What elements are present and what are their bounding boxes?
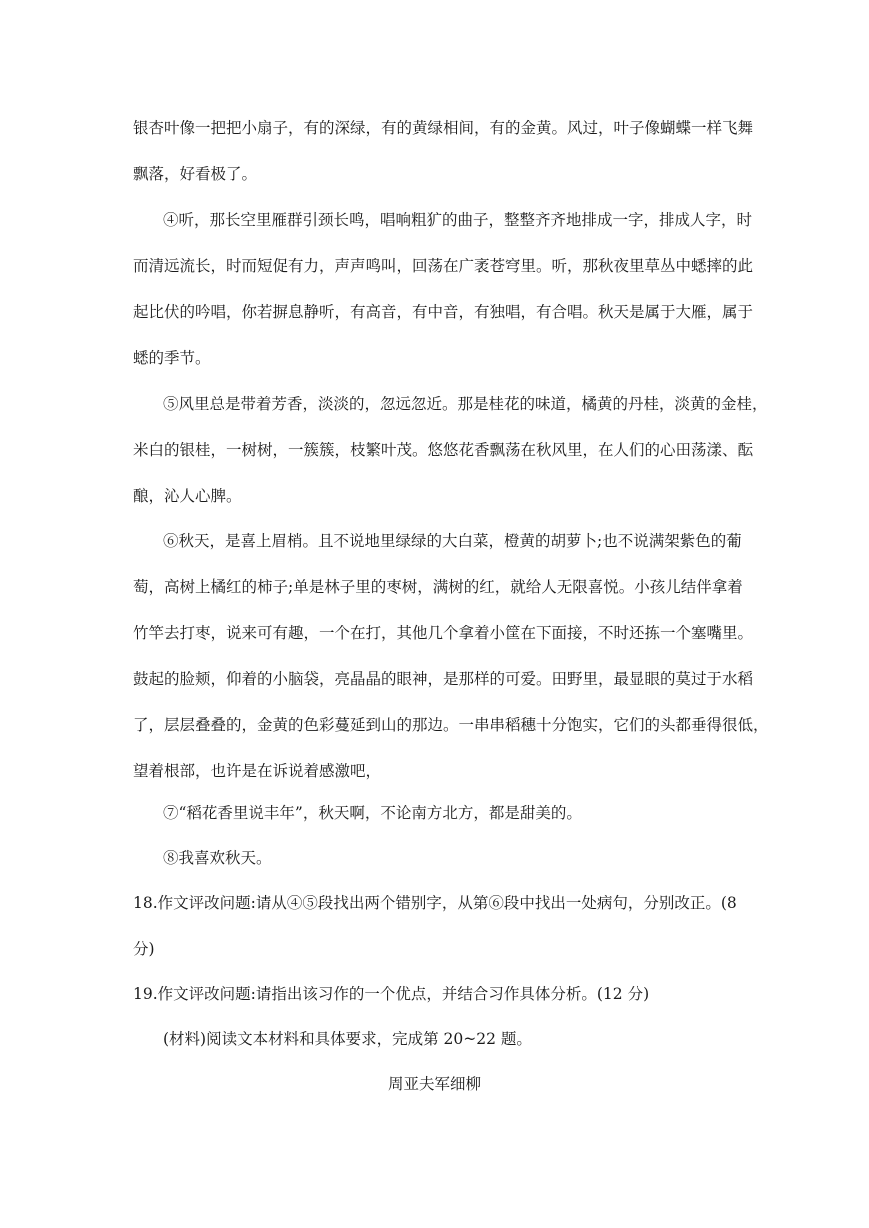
text-line: 19.作文评改问题:请指出该习作的一个优点，并结合习作具体分析。(12 分) <box>133 985 650 1003</box>
text-line: 飘落，好看极了。 <box>133 165 258 183</box>
text-line: 分) <box>133 940 155 958</box>
paragraph-8 <box>0 835 869 881</box>
paragraph-7 <box>0 790 869 836</box>
text-line: 萄，高树上橘红的柿子;单是林子里的枣树，满树的红，就给人无限喜悦。小孩儿结伴拿着 <box>133 578 743 596</box>
question-19 <box>0 971 869 1017</box>
text-line: 竹竿去打枣，说来可有趣，一个在打，其他几个拿着小筐在下面接，不时还拣一个塞嘴里。 <box>133 624 754 642</box>
text-line: 蟋的季节。 <box>133 349 211 367</box>
question-18 <box>0 880 869 972</box>
text-line: 而清远流长，时而短促有力，声声鸣叫，回荡在广袤苍穹里。听，那秋夜里草丛中蟋摔的此 <box>133 257 754 275</box>
text-line: ⑦“稻花香里说丰年”，秋天啊，不论南方北方，都是甜美的。 <box>163 804 582 822</box>
paragraph-5 <box>0 381 869 519</box>
text-line: 银杏叶像一把把小扇子，有的深绿，有的黄绿相间，有的金黄。风过，叶子像蝴蝶一样飞舞 <box>133 119 754 137</box>
paragraph-6 <box>0 518 869 794</box>
paragraph-ginkgo <box>0 105 869 197</box>
text-line: (材料)阅读文本材料和具体要求，完成第 20~22 题。 <box>163 1030 532 1048</box>
text-line: 起比伏的吟唱，你若摒息静听，有高音，有中音，有独唱，有合唱。秋天是属于大雁，属于 <box>133 303 754 321</box>
text-line: 酿，沁人心脾。 <box>133 487 242 505</box>
text-line: 18.作文评改问题:请从④⑤段找出两个错别字，从第⑥段中找出一处病句，分别改正。(8 <box>133 894 737 912</box>
text-line: 鼓起的脸颊，仰着的小脑袋，亮晶晶的眼神，是那样的可爱。田野里，最显眼的莫过于水稻 <box>133 670 754 688</box>
paragraph-4 <box>0 197 869 381</box>
text-line: 米白的银桂，一树树，一簇簇，枝繁叶茂。悠悠花香飘荡在秋风里，在人们的心田荡漾、酝 <box>133 441 754 459</box>
text-line: 望着根部，也许是在诉说着感激吧， <box>133 762 382 780</box>
text-line: ⑥秋天，是喜上眉梢。且不说地里绿绿的大白菜，橙黄的胡萝卜;也不说满架紫色的葡 <box>163 532 742 550</box>
passage-title: 周亚夫军细柳 <box>387 1075 481 1093</box>
text-line: ④听，那长空里雁群引颈长鸣，唱响粗犷的曲子，整整齐齐地排成一字，排成人字，时 <box>163 211 753 229</box>
text-line: 了，层层叠叠的，金黄的色彩蔓延到山的那边。一串串稻穗十分饱实，它们的头都垂得很低， <box>133 716 769 734</box>
material-instruction <box>0 1016 869 1062</box>
text-line: ⑤风里总是带着芳香，淡淡的，忽远忽近。那是桂花的味道，橘黄的丹桂，淡黄的金桂， <box>163 395 768 413</box>
text-line: ⑧我喜欢秋天。 <box>163 849 272 867</box>
